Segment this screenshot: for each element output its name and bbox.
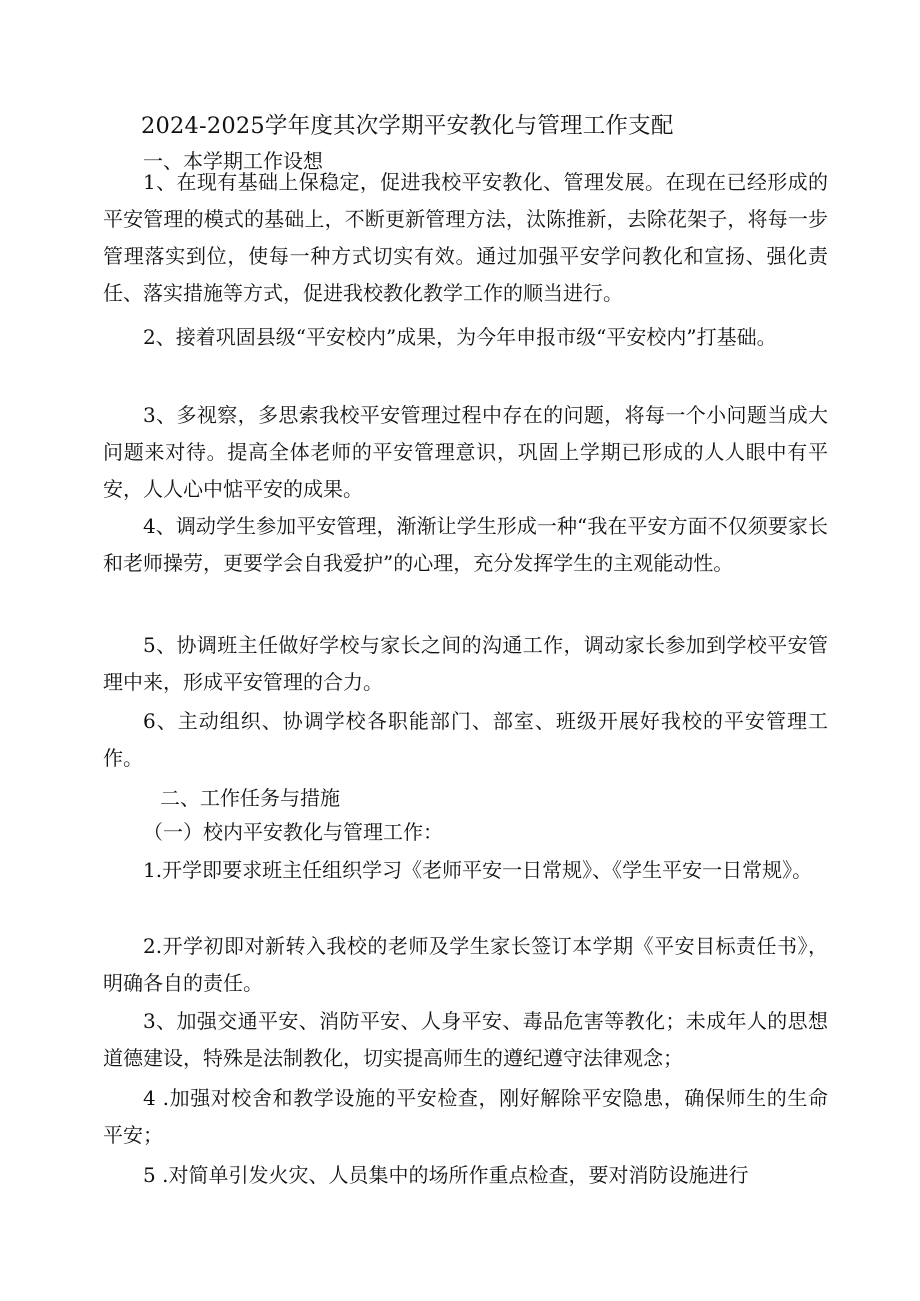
paragraph-task-4: 4 .加强对校舍和教学设施的平安检查，刚好解除平安隐患，确保师生的生命平安；: [103, 1086, 828, 1147]
paragraph-task-2: 2.开学初即对新转入我校的老师及学生家长签订本学期《平安目标责任书》，明确各自的责任。: [103, 934, 828, 995]
paragraph-item-6: 6、主动组织、协调学校各职能部门、部室、班级开展好我校的平安管理工作。: [103, 709, 828, 770]
section-heading-plan: 一、本学期工作设想: [143, 149, 323, 173]
paragraph-item-5: 5、协调班主任做好学校与家长之间的沟通工作，调动家长参加到学校平安管理中来，形成平安管理的合力。: [103, 633, 828, 694]
section-heading-tasks: 二、工作任务与措施: [160, 786, 340, 810]
document-title: 2024-2025学年度其次学期平安教化与管理工作支配: [141, 113, 674, 139]
paragraph-task-1: 1.开学即要求班主任组织学习《老师平安一日常规》、《学生平安一日常规》。: [143, 858, 813, 882]
paragraph-item-3: 3、多视察，多思索我校平安管理过程中存在的问题，将每一个小问题当成大问题来对待。提高全体老师的平安管理意识，巩固上学期已形成的人人眼中有平安，人人心中惦平安的成果。: [103, 403, 828, 501]
paragraph-item-2: 2、接着巩固县级“平安校内”成果，为今年申报市级“平安校内”打基础。: [143, 325, 777, 349]
paragraph-task-5: 5 .对简单引发火灾、人员集中的场所作重点检查，要对消防设施进行: [143, 1163, 749, 1187]
paragraph-item-4: 4、调动学生参加平安管理，渐渐让学生形成一种“我在平安方面不仅须要家长和老师操劳，更要学会自我爱护”的心理，充分发挥学生的主观能动性。: [103, 514, 828, 575]
subsection-heading-campus: （一）校内平安教化与管理工作：: [143, 820, 443, 844]
paragraph-task-3: 3、加强交通平安、消防平安、人身平安、毒品危害等教化；未成年人的思想道德建设，特殊是法制教化，切实提高师生的遵纪遵守法律观念；: [103, 1009, 828, 1070]
paragraph-item-1: 1、在现有基础上保稳定，促进我校平安教化、管理发展。在现在已经形成的平安管理的模式的基础上，不断更新管理方法，汰陈推新，去除花架子，将每一步管理落实到位，使每一种方式切实有效。通过加强平安学问教化和宣扬、强化责任、落实措施等方式，促进我校教化教学工作的顺当进行。: [103, 170, 828, 305]
